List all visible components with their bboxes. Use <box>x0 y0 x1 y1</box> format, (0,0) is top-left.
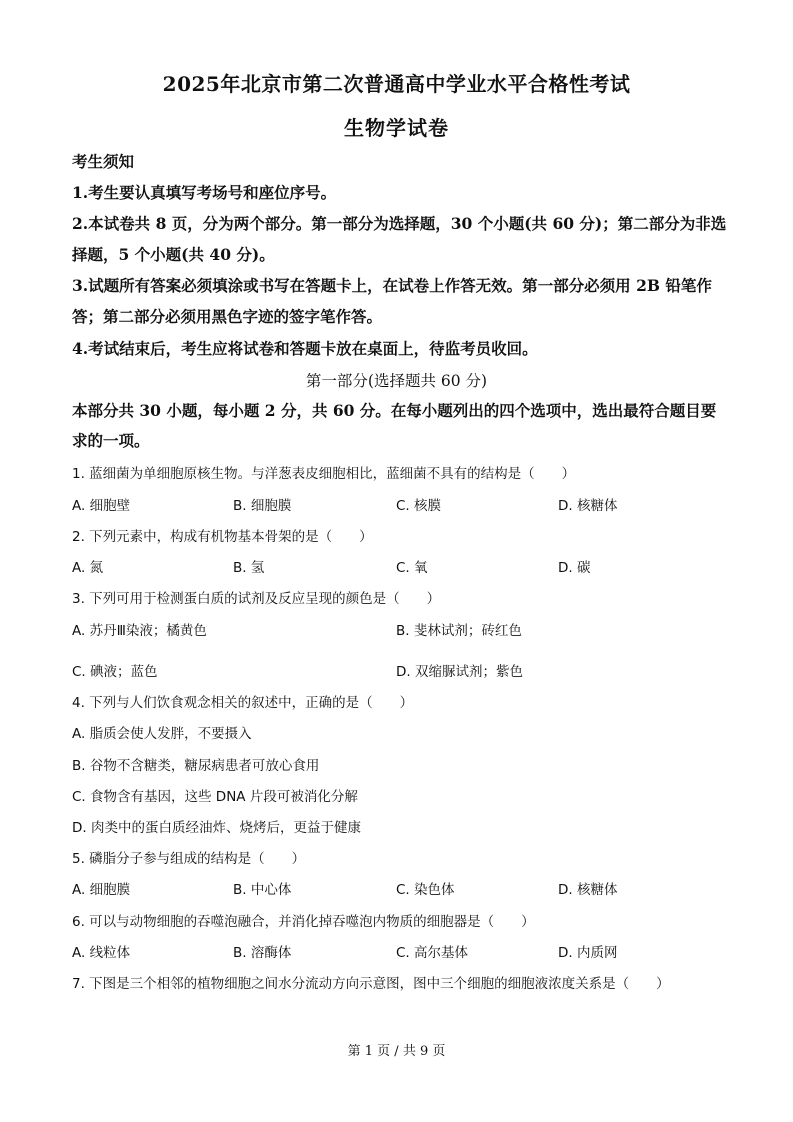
option-b: B. 溶酶体 <box>233 945 292 961</box>
part-one-intro: 本部分共 30 小题，每小题 2 分，共 60 分。在每小题列出的四个选项中，选出最符合题目要 <box>72 401 717 420</box>
question-stem: 7. 下图是三个相邻的植物细胞之间水分流动方向示意图，图中三个细胞的细胞液浓度关系是（ ） <box>72 976 670 992</box>
option-d: D. 肉类中的蛋白质经油炸、烧烤后，更益于健康 <box>72 820 361 836</box>
question-stem: 2. 下列元素中，构成有机物基本骨架的是（ ） <box>72 529 373 545</box>
option-a: A. 线粒体 <box>72 945 131 961</box>
option-c: C. 染色体 <box>396 882 455 898</box>
option-a: A. 细胞膜 <box>72 882 131 898</box>
question-stem: 6. 可以与动物细胞的吞噬泡融合，并消化掉吞噬泡内物质的细胞器是（ ） <box>72 914 535 930</box>
option-a: A. 氮 <box>72 560 104 576</box>
exam-title: 2025年北京市第二次普通高中学业水平合格性考试 <box>162 72 631 96</box>
option-d: D. 双缩脲试剂；紫色 <box>396 664 523 680</box>
option-c: C. 碘液；蓝色 <box>72 664 158 680</box>
option-b: B. 氢 <box>233 560 265 576</box>
option-c: C. 核膜 <box>396 498 442 514</box>
notice-item-3: 3.试题所有答案必须填涂或书写在答题卡上，在试卷上作答无效。第一部分必须用 2B 铅笔作 <box>72 276 712 295</box>
option-b: B. 细胞膜 <box>233 498 292 514</box>
page-number: 第 1 页 / 共 9 页 <box>347 1044 446 1059</box>
question-stem: 4. 下列与人们饮食观念相关的叙述中，正确的是（ ） <box>72 695 414 711</box>
option-d: D. 核糖体 <box>558 498 618 514</box>
notice-item-4: 4.考试结束后，考生应将试卷和答题卡放在桌面上，待监考员收回。 <box>72 339 538 358</box>
notice-item-2: 2.本试卷共 8 页，分为两个部分。第一部分为选择题，30 个小题(共 60 分)；第二部分为非选 <box>72 214 727 233</box>
option-c: C. 氧 <box>396 560 428 576</box>
part-one-heading: 第一部分(选择题共 60 分) <box>305 372 488 390</box>
notice-item-1: 1.考生要认真填写考场号和座位序号。 <box>72 183 337 202</box>
option-a: A. 细胞壁 <box>72 498 131 514</box>
part-one-intro-cont: 求的一项。 <box>72 431 150 450</box>
option-b: B. 斐林试剂；砖红色 <box>396 623 522 639</box>
option-b: B. 谷物不含糖类，糖尿病患者可放心食用 <box>72 758 320 774</box>
option-d: D. 核糖体 <box>558 882 618 898</box>
option-c: C. 高尔基体 <box>396 945 469 961</box>
option-d: D. 碳 <box>558 560 591 576</box>
notice-item-3-cont: 答；第二部分必须用黑色字迹的签字笔作答。 <box>72 307 383 326</box>
question-stem: 5. 磷脂分子参与组成的结构是（ ） <box>72 851 306 867</box>
option-c: C. 食物含有基因，这些 DNA 片段可被消化分解 <box>72 789 358 805</box>
question-stem: 1. 蓝细菌为单细胞原核生物。与洋葱表皮细胞相比，蓝细菌不具有的结构是（ ） <box>72 466 576 482</box>
notice-heading: 考生须知 <box>72 152 135 171</box>
option-a: A. 苏丹Ⅲ染液；橘黄色 <box>72 623 207 639</box>
exam-subject: 生物学试卷 <box>344 116 449 140</box>
question-stem: 3. 下列可用于检测蛋白质的试剂及反应呈现的颜色是（ ） <box>72 591 441 607</box>
option-b: B. 中心体 <box>233 882 292 898</box>
option-a: A. 脂质会使人发胖，不要摄入 <box>72 726 252 742</box>
option-d: D. 内质网 <box>558 945 618 961</box>
notice-item-2-cont: 择题，5 个小题(共 40 分)。 <box>72 245 275 264</box>
